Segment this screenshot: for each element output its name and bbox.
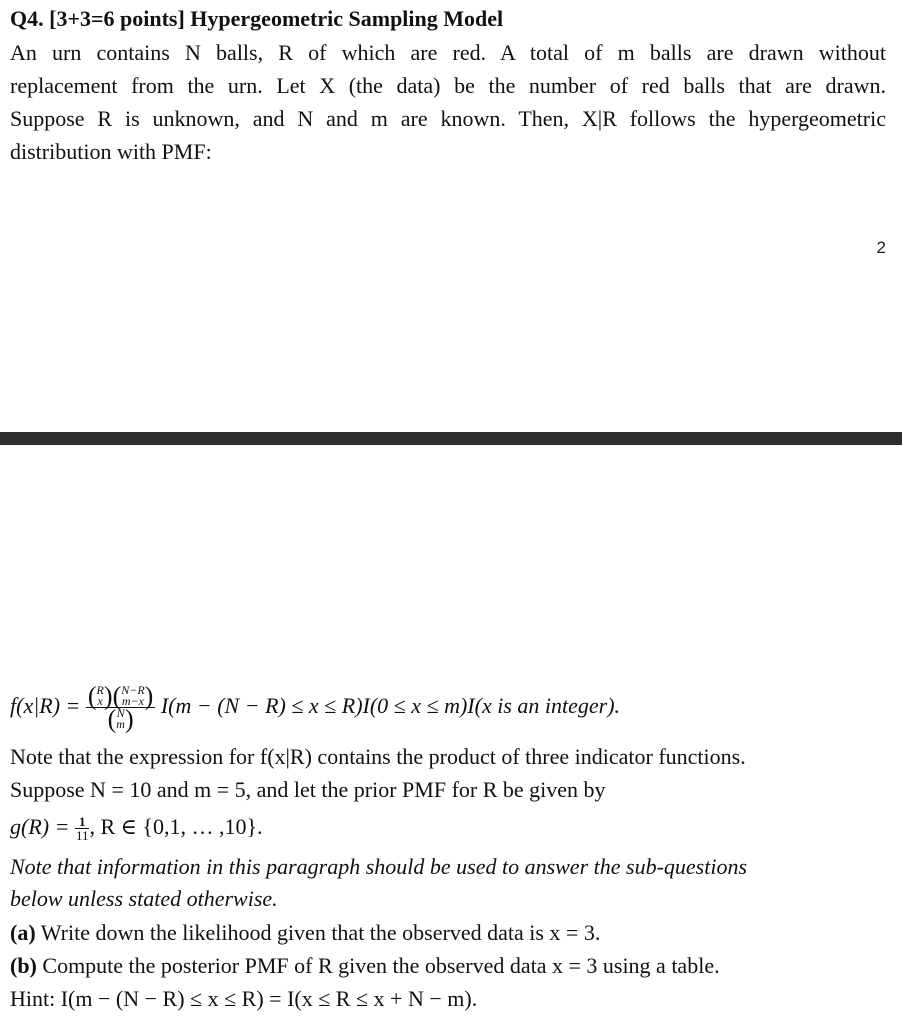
intro-line-4: distribution with PMF: — [10, 139, 212, 164]
prior-pmf — [10, 812, 263, 842]
prior-numerator: 1 — [75, 815, 90, 829]
prior-denominator: 11 — [75, 828, 89, 844]
prior-fraction — [75, 815, 90, 842]
italic-note-1: Note that information in this paragraph should be used to answer the sub-questions — [10, 854, 748, 879]
note-line-2: Suppose N = 10 and m = 5, and let the prior PMF for R be given by — [10, 777, 606, 802]
binom-nr-mx: ( N−R m−x ) — [112, 681, 154, 711]
intro-line-3: Suppose R is unknown, and N and m are known. Then, X|R follows the hypergeometric — [10, 106, 886, 131]
page-number: 2 — [876, 238, 886, 257]
pmf-formula — [10, 676, 620, 736]
hint-line: Hint: I(m − (N − R) ≤ x ≤ R) = I(x ≤ R ≤ x + N − m). — [10, 986, 478, 1011]
binom-r-x: ( R x ) — [87, 681, 113, 711]
part-b-label: (b) — [10, 953, 37, 978]
italic-note-2: below unless stated otherwise. — [10, 886, 278, 911]
part-a-text: Write down the likelihood given that the observed data is x = 3. — [40, 920, 601, 945]
binom-n-m: ( N m ) — [107, 704, 134, 734]
part-b-text: Compute the posterior PMF of R given the observed data x = 3 using a table. — [42, 953, 720, 978]
intro-line-2: replacement from the urn. Let X (the data) be the number of red balls that are drawn. — [10, 73, 886, 98]
part-a-label: (a) — [10, 920, 36, 945]
note-line-1: Note that the expression for f(x|R) contains the product of three indicator functions. — [10, 744, 746, 769]
formula-rhs: I(m − (N − R) ≤ x ≤ R)I(0 ≤ x ≤ m)I(x is an integer). — [160, 693, 621, 718]
question-title: Q4. [3+3=6 points] Hypergeometric Sampling Model — [10, 6, 504, 31]
prior-rhs: , R ∈ {0,1, … ,10}. — [89, 814, 263, 839]
part-a — [10, 918, 600, 948]
formula-denominator — [86, 704, 155, 734]
part-b — [10, 951, 720, 981]
intro-line-1: An urn contains N balls, R of which are red. A total of m balls are drawn without — [10, 40, 886, 65]
formula-fraction — [86, 681, 155, 734]
formula-lhs: f(x|R) = — [10, 693, 81, 718]
page-divider — [0, 432, 902, 445]
prior-lhs: g(R) = — [10, 814, 70, 839]
formula-numerator — [86, 681, 155, 711]
